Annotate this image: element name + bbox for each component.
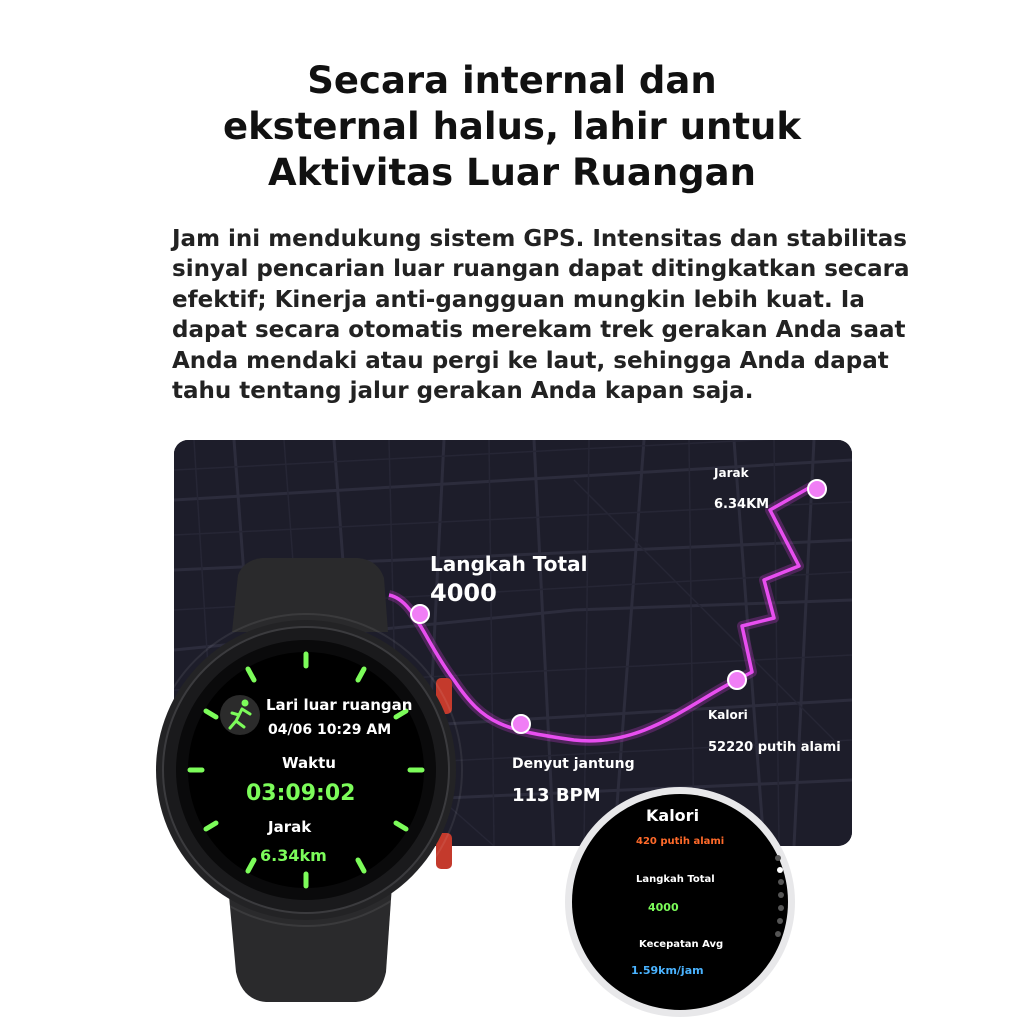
watch-activity-title: Lari luar ruangan [266,696,413,714]
description-line-2: sinyal pencarian luar ruangan dapat ditingkatkan secara [172,256,910,283]
description-line-3: efektif; Kinerja anti-gangguan mungkin lebih kuat. Ia [172,286,865,313]
small-watch-calories: 420 putih alami [636,836,725,847]
watch-time-value: 03:09:02 [246,781,356,806]
small-watch-speed-value: 1.59km/jam [631,964,704,977]
description-line-4: dapat secara otomatis merekam trek gerakan Anda saat [172,317,906,344]
calories-value: 52220 putih alami [708,740,841,755]
distance-value: 6.34KM [714,497,770,512]
heart-rate-label: Denyut jantung [512,756,635,772]
small-watch-title: Kalori [646,806,700,825]
description-line-1: Jam ini mendukung sistem GPS. Intensitas dan stabilitas [172,226,907,252]
small-watch-speed-label: Kecepatan Avg [639,939,724,950]
watch-datetime: 04/06 10:29 AM [268,722,392,738]
calories-label: Kalori [708,708,748,722]
headline-line-2: eksternal halus, lahir untuk [222,105,802,148]
description-line-6: tahu tentang jalur gerakan Anda kapan saja. [172,378,754,405]
description-line-5: Anda mendaki atau pergi ke laut, sehingga Anda dapat [172,347,889,374]
small-watch-steps-label: Langkah Total [636,874,715,885]
steps-label: Langkah Total [430,552,588,576]
small-watch-steps-value: 4000 [648,901,679,914]
headline-line-1: Secara internal dan [307,59,717,102]
distance-label: Jarak [714,466,749,480]
headline-line-3: Aktivitas Luar Ruangan [268,151,756,194]
steps-value: 4000 [430,579,497,607]
watch-distance-label: Jarak [268,818,312,836]
heart-rate-value: 113 BPM [512,785,601,806]
watch-time-label: Waktu [282,754,336,772]
watch-distance-value: 6.34km [260,846,327,865]
